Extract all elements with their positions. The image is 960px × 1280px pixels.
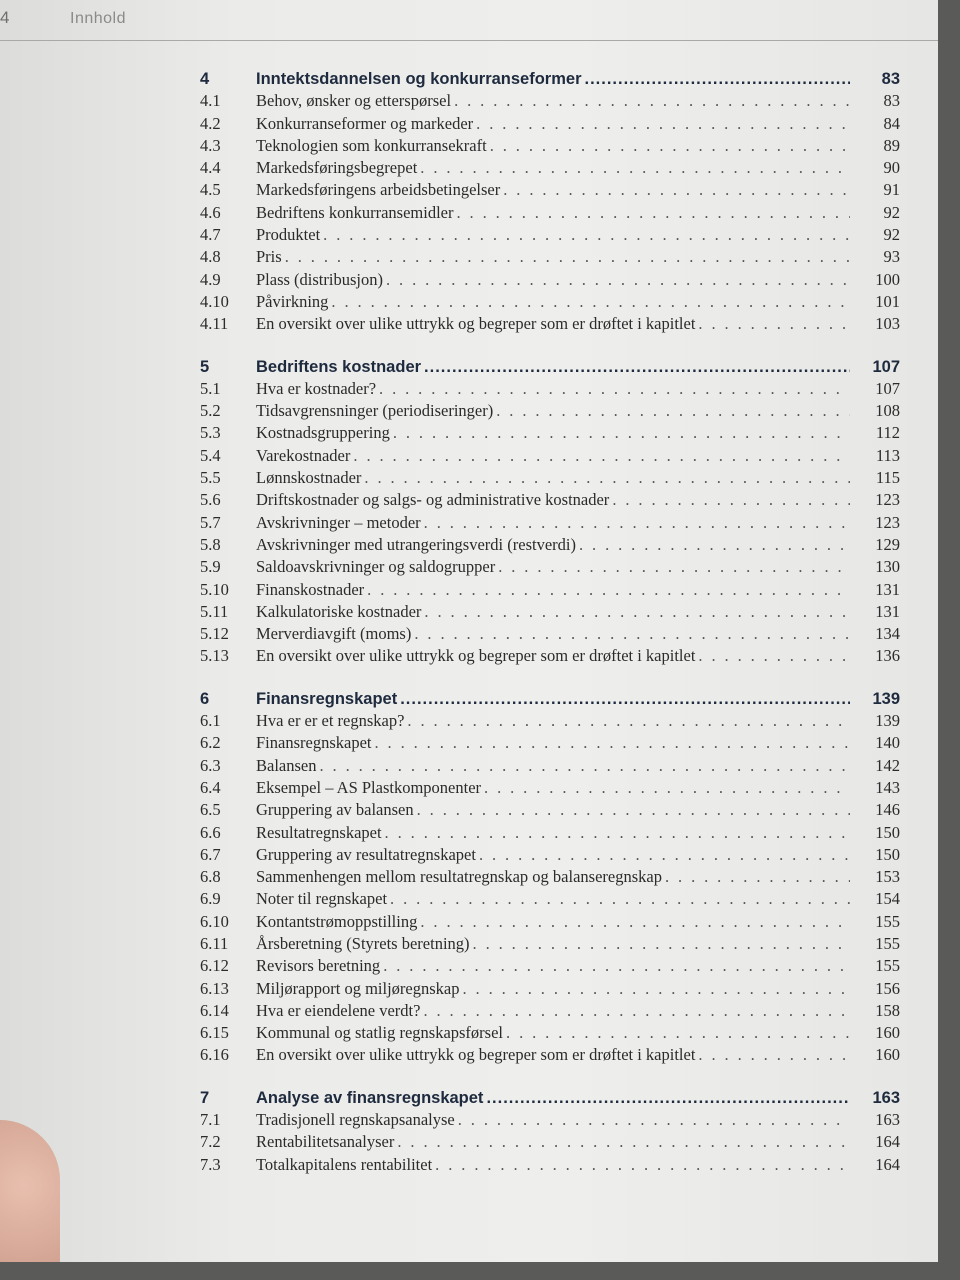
dot-leader [486,1087,850,1109]
toc-title: Hva er eiendelene verdt? [256,1000,421,1020]
dot-leader [456,202,850,224]
dot-leader [353,445,850,467]
toc-title: Saldoavskrivninger og saldogrupper [256,557,496,577]
dot-leader [698,1044,850,1066]
section-row [200,978,900,1000]
chapter-heading [200,688,900,710]
toc-number: 4.4 [200,158,221,178]
toc-title: Pris [256,247,282,267]
chapter-block [200,688,900,1067]
toc-number: 5 [200,357,210,376]
section-row [200,291,900,313]
dot-leader [323,224,850,246]
toc-page-number: 129 [875,534,900,554]
dot-leader [379,378,850,400]
section-row [200,556,900,578]
toc-page-number: 107 [875,378,900,398]
toc-title: Rentabilitetsanalyser [256,1132,395,1152]
toc-number: 6.3 [200,755,221,775]
toc-number: 4.11 [200,314,229,334]
toc-title: Finansregnskapet [256,733,372,753]
toc-number: 4.8 [200,247,221,267]
chapter-block [200,1087,900,1176]
toc-page-number: 108 [875,401,900,421]
toc-page-number: 150 [875,822,900,842]
toc-title: En oversikt over ulike uttrykk og begreper som er drøftet i kapitlet [256,1045,696,1065]
toc-page-number: 150 [875,844,900,864]
dot-leader [503,179,850,201]
section-row [200,179,900,201]
toc-page-number: 154 [875,889,900,909]
toc-title: Hva er kostnader? [256,378,377,398]
toc-title: Finanskostnader [256,579,365,599]
dot-leader [496,400,850,422]
dot-leader [424,512,850,534]
toc-page-number: 115 [875,468,900,488]
section-row [200,1154,900,1176]
chapter-heading [200,68,900,90]
dot-leader [473,933,850,955]
toc-number: 5.12 [200,624,229,644]
toc-title: Behov, ønsker og etterspørsel [256,91,452,111]
dot-leader [386,269,850,291]
toc-number: 6.8 [200,867,221,887]
toc-page-number: 146 [875,800,900,820]
dot-leader [383,955,850,977]
toc-title: Balansen [256,755,317,775]
toc-page-number: 107 [872,357,900,376]
toc-title: Merverdiavgift (moms) [256,624,412,644]
section-row [200,799,900,821]
toc-title: En oversikt over ulike uttrykk og begreper som er drøftet i kapitlet [256,646,696,666]
dot-leader [420,157,850,179]
section-row [200,911,900,933]
section-row [200,157,900,179]
section-row [200,269,900,291]
toc-page-number: 100 [875,269,900,289]
toc-title: Inntektsdannelsen og konkurranseformer [256,70,582,88]
toc-title: Lønnskostnader [256,468,362,488]
section-row [200,313,900,335]
dot-leader [484,777,850,799]
dot-leader [393,422,850,444]
toc-number: 6.9 [200,889,221,909]
toc-page-number: 91 [883,180,900,200]
toc-title: En oversikt over ulike uttrykk og begreper som er drøftet i kapitlet [256,314,696,334]
dot-leader [498,556,850,578]
toc-number: 6.14 [200,1000,229,1020]
dot-leader [417,799,850,821]
toc-number: 5.7 [200,512,221,532]
toc-number: 6.1 [200,711,221,731]
toc-title: Resultatregnskapet [256,822,382,842]
toc-page-number: 113 [875,445,900,465]
dot-leader [490,135,850,157]
toc-page-number: 164 [875,1132,900,1152]
dot-leader [374,732,850,754]
toc-number: 6 [200,689,210,708]
dot-leader [506,1022,850,1044]
toc-page-number: 155 [875,911,900,931]
toc-title: Plass (distribusjon) [256,269,383,289]
header-title: Innhold [70,10,126,27]
toc-page-number: 139 [872,689,900,708]
toc-number: 5.1 [200,378,221,398]
section-row [200,113,900,135]
section-row [200,445,900,467]
toc-page-number: 155 [875,933,900,953]
toc-title: Finansregnskapet [256,689,398,708]
toc-number: 5.8 [200,534,221,554]
dot-leader [390,888,850,910]
toc-number: 6.13 [200,978,229,998]
toc-page-number: 101 [875,291,900,311]
section-row [200,1044,900,1066]
section-row [200,512,900,534]
toc-number: 7.1 [200,1110,221,1130]
dot-leader [285,246,850,268]
toc-number: 6.7 [200,844,221,864]
dot-leader [458,1109,850,1131]
dot-leader [579,534,850,556]
toc-page-number: 163 [872,1088,900,1107]
toc-number: 5.2 [200,401,221,421]
dot-leader [476,113,850,135]
toc-page-number: 164 [875,1154,900,1174]
section-row [200,955,900,977]
toc-page-number: 160 [875,1023,900,1043]
section-row [200,866,900,888]
toc-title: Gruppering av balansen [256,800,414,820]
table-of-contents [200,68,900,1196]
toc-page-number: 83 [883,91,900,111]
toc-number: 4.5 [200,180,221,200]
toc-title: Markedsføringens arbeidsbetingelser [256,180,501,200]
toc-title: Totalkapitalens rentabilitet [256,1154,433,1174]
toc-page-number: 130 [875,557,900,577]
toc-page-number: 90 [883,158,900,178]
toc-title: Konkurranseformer og markeder [256,113,474,133]
section-row [200,888,900,910]
toc-title: Miljørapport og miljøregnskap [256,978,460,998]
toc-number: 5.3 [200,423,221,443]
toc-title: Bedriftens konkurransemidler [256,202,454,222]
dot-leader [420,911,850,933]
toc-number: 5.10 [200,579,229,599]
dot-leader [400,688,850,710]
toc-title: Noter til regnskapet [256,889,388,909]
section-row [200,777,900,799]
toc-title: Kalkulatoriske kostnader [256,601,422,621]
dot-leader [414,623,850,645]
toc-title: Avskrivninger – metoder [256,512,421,532]
section-row [200,378,900,400]
chapter-heading [200,1087,900,1109]
dot-leader [407,710,850,732]
section-row [200,1109,900,1131]
toc-title: Eksempel – AS Plastkomponenter [256,777,482,797]
dot-leader [435,1154,850,1176]
dot-leader [424,601,850,623]
section-row [200,489,900,511]
toc-page-number: 131 [875,601,900,621]
dot-leader [424,356,850,378]
dot-leader [331,291,850,313]
toc-number: 5.9 [200,557,221,577]
dot-leader [319,755,850,777]
toc-title: Driftskostnader og salgs- og administrative kostnader [256,490,610,510]
toc-title: Bedriftens kostnader [256,357,422,376]
toc-title: Avskrivninger med utrangeringsverdi (restverdi) [256,534,576,554]
toc-title: Årsberetning (Styrets beretning) [256,933,470,953]
dot-leader [665,866,850,888]
section-row [200,579,900,601]
toc-page-number: 131 [875,579,900,599]
toc-page-number: 83 [881,70,900,88]
toc-page-number: 123 [875,490,900,510]
toc-number: 6.4 [200,777,221,797]
running-header [0,4,938,41]
section-row [200,601,900,623]
toc-page-number: 92 [883,225,900,245]
section-row [200,1131,900,1153]
toc-number: 5.13 [200,646,229,666]
section-row [200,623,900,645]
toc-title: Tradisjonell regnskapsanalyse [256,1110,455,1130]
toc-page-number: 156 [875,978,900,998]
toc-page-number: 84 [883,113,900,133]
toc-number: 6.5 [200,800,221,820]
toc-number: 7 [200,1088,210,1107]
toc-page-number: 136 [875,646,900,666]
toc-number: 6.2 [200,733,221,753]
toc-title: Produktet [256,225,321,245]
toc-number: 6.6 [200,822,221,842]
dot-leader [423,1000,850,1022]
toc-page-number: 89 [883,135,900,155]
toc-number: 6.16 [200,1045,229,1065]
dot-leader [462,978,850,1000]
section-row [200,732,900,754]
toc-number: 5.4 [200,445,221,465]
section-row [200,534,900,556]
toc-title: Markedsføringsbegrepet [256,158,418,178]
dot-leader [454,90,850,112]
toc-number: 5.5 [200,468,221,488]
toc-number: 4.9 [200,269,221,289]
toc-number: 4 [200,70,210,88]
toc-number: 6.11 [200,933,229,953]
section-row [200,933,900,955]
toc-page-number: 142 [875,755,900,775]
toc-number: 5.11 [200,601,229,621]
toc-title: Hva er er et regnskap? [256,711,405,731]
toc-page-number: 143 [875,777,900,797]
toc-number: 4.6 [200,202,221,222]
section-row [200,1000,900,1022]
toc-number: 4.1 [200,91,221,111]
toc-title: Revisors beretning [256,956,381,976]
header-page-number: 4 [0,8,10,27]
toc-page-number: 153 [875,867,900,887]
section-row [200,246,900,268]
toc-title: Kommunal og statlig regnskapsførsel [256,1023,504,1043]
dot-leader [698,313,850,335]
finger [0,1120,60,1262]
section-row [200,755,900,777]
toc-title: Varekostnader [256,445,351,465]
toc-title: Påvirkning [256,291,329,311]
toc-page-number: 112 [875,423,900,443]
toc-page-number: 123 [875,512,900,532]
toc-page-number: 92 [883,202,900,222]
section-row [200,135,900,157]
dot-leader [698,645,850,667]
toc-title: Analyse av finansregnskapet [256,1088,484,1107]
toc-number: 4.3 [200,135,221,155]
toc-title: Kontantstrømoppstilling [256,911,418,931]
toc-page-number: 155 [875,956,900,976]
toc-number: 6.15 [200,1023,229,1043]
toc-number: 4.7 [200,225,221,245]
toc-number: 4.10 [200,291,229,311]
toc-title: Kostnadsgruppering [256,423,390,443]
section-row [200,844,900,866]
section-row [200,710,900,732]
dot-leader [397,1131,850,1153]
toc-page-number: 139 [875,711,900,731]
toc-number: 6.10 [200,911,229,931]
toc-number: 5.6 [200,490,221,510]
toc-page-number: 93 [883,247,900,267]
dot-leader [612,489,850,511]
section-row [200,224,900,246]
toc-title: Tidsavgrensninger (periodiseringer) [256,401,494,421]
toc-title: Teknologien som konkurransekraft [256,135,487,155]
toc-title: Gruppering av resultatregnskapet [256,844,476,864]
section-row [200,422,900,444]
toc-page-number: 140 [875,733,900,753]
chapter-block [200,356,900,668]
toc-title: Sammenhengen mellom resultatregnskap og balanseregnskap [256,867,662,887]
section-row [200,90,900,112]
toc-page-number: 160 [875,1045,900,1065]
section-row [200,202,900,224]
toc-number: 6.12 [200,956,229,976]
toc-page-number: 103 [875,314,900,334]
section-row [200,400,900,422]
dot-leader [479,844,850,866]
toc-page-number: 163 [875,1110,900,1130]
dot-leader [364,467,850,489]
dot-leader [367,579,850,601]
chapter-heading [200,356,900,378]
dot-leader [585,68,851,90]
toc-number: 7.3 [200,1154,221,1174]
section-row [200,1022,900,1044]
chapter-block [200,68,900,336]
toc-page-number: 158 [875,1000,900,1020]
section-row [200,822,900,844]
toc-number: 4.2 [200,113,221,133]
dot-leader [385,822,850,844]
section-row [200,645,900,667]
toc-number: 7.2 [200,1132,221,1152]
section-row [200,467,900,489]
toc-page-number: 134 [875,624,900,644]
